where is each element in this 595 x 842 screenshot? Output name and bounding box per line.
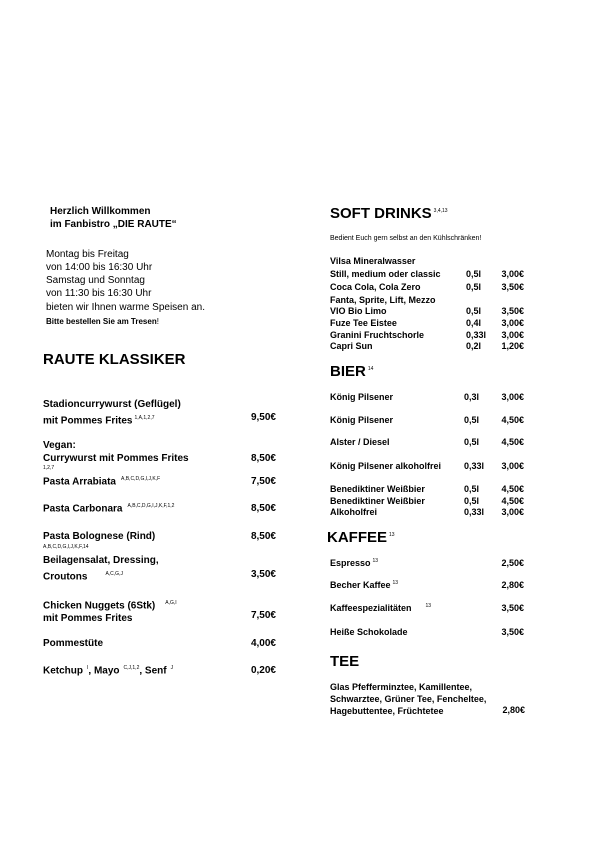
menu-item-name: Stadioncurrywurst (Geflügel) [43, 399, 181, 410]
drink-name: König Pilsener [330, 392, 394, 402]
menu-item-name: Beilagensalat, Dressing, [43, 555, 159, 566]
menu-item-name-2: Currywurst mit Pommes Frites [43, 452, 189, 464]
drink-size: 0,5l [464, 496, 480, 506]
drink-price: 4,50€ [501, 484, 524, 494]
drink-size: 0,5l [464, 484, 480, 494]
drink-price: 3,00€ [501, 461, 524, 471]
welcome-line-1: Herzlich Willkommen [50, 206, 151, 217]
drink-price: 2,50€ [501, 558, 524, 568]
drink-price: 3,00€ [501, 330, 524, 340]
mayo-label: , Mayo [88, 665, 120, 677]
menu-item-price: 7,50€ [250, 610, 276, 621]
drink-price: 1,20€ [501, 341, 524, 351]
drink-size: 0,33l [464, 461, 485, 471]
klassiker-heading: RAUTE KLASSIKER [43, 351, 186, 368]
drink-name: Benediktiner Weißbier [330, 496, 425, 506]
soft-drinks-heading: SOFT DRINKS $^{3,4,13}$ [330, 205, 448, 222]
allergen-codes: 1,A,1,2,7 [134, 414, 155, 421]
menu-item [43, 440, 189, 465]
drink-name: Fuze Tee Eistee [330, 318, 397, 328]
menu-item [43, 503, 174, 514]
kaffee-heading: KAFFEE $^{13}$ [327, 529, 395, 546]
drink-price: 4,50€ [501, 496, 524, 506]
menu-item [43, 555, 159, 583]
drink-size: 0,5l [466, 306, 482, 316]
hours-line-5: bieten wir Ihnen warme Speisen an. [46, 302, 205, 313]
senf-label: , Senf [139, 665, 167, 677]
drink-price: 3,00€ [501, 507, 524, 517]
drink-price: 4,50€ [501, 415, 524, 425]
drink-size: 0,2l [466, 341, 482, 351]
menu-item-name-2: mit Pommes Frites [43, 612, 133, 624]
drink-price: 3,50€ [501, 282, 524, 292]
drink-price: 3,50€ [501, 306, 524, 316]
allergen-codes: A,C,G,J [105, 570, 123, 577]
menu-item [43, 476, 160, 487]
drink-size: 0,5l [464, 437, 480, 447]
drink-size: 0,33l [464, 507, 485, 517]
drink-size: 0,33l [466, 330, 487, 340]
ketchup-label: Ketchup [43, 665, 83, 677]
drink-name: Vilsa Mineralwasser [330, 256, 416, 266]
drink-name: Benediktiner Weißbier [330, 484, 425, 494]
menu-item-price: 0,20€ [250, 665, 276, 676]
menu-item-name: Vegan: [43, 440, 76, 451]
menu-item-name-2: Croutons $^{A,C,G,J}$ [43, 570, 123, 582]
drink-price: 3,50€ [501, 603, 524, 613]
drink-price: 3,00€ [501, 318, 524, 328]
menu-item [43, 399, 181, 427]
drink-size: 0,5l [464, 415, 480, 425]
drink-name: König Pilsener alkoholfrei [330, 461, 442, 471]
hours-line-3: Samstag und Sonntag [46, 275, 145, 286]
menu-item [43, 597, 177, 625]
menu-item-name: Pasta Carbonara [43, 503, 123, 515]
self-service-note: Bedient Euch gern selbst an den Kühlschränken! [330, 235, 482, 242]
allergen-codes: A,B,C,D,G,I,J,K,F,1,2 [127, 503, 175, 509]
drink-name: Capri Sun [330, 341, 373, 351]
drink-size: 0,3l [464, 392, 480, 402]
drink-size: 0,5l [466, 282, 482, 292]
order-note-end: ! [156, 317, 159, 326]
allergen-codes: A,G,I [165, 600, 177, 606]
drink-size: 0,4l [466, 318, 482, 328]
drink-name: Kaffeespezialitäten $^{13}$ [330, 603, 432, 613]
hours-line-4: von 11:30 bis 16:30 Uhr [46, 288, 152, 299]
tee-line-3: Hagebuttentee, Früchtetee [330, 706, 444, 716]
tee-line-1: Glas Pfefferminztee, Kamillentee, [330, 682, 473, 692]
drink-name: Alster / Diesel [330, 437, 390, 447]
order-note-text: Bitte bestellen Sie am Tresen [46, 317, 157, 326]
tee-description [330, 681, 486, 717]
menu-item-name-2: mit Pommes Frites $^{1,A,1,2,7}$ [43, 414, 155, 426]
drink-name: Alkoholfrei [330, 507, 378, 517]
order-note [46, 317, 159, 326]
menu-item-price: 4,00€ [250, 638, 276, 649]
hours-line-2: von 14:00 bis 16:30 Uhr [46, 262, 153, 273]
drink-price: 2,80€ [501, 580, 524, 590]
drink-price: 3,50€ [501, 627, 524, 637]
drink-name: Fanta, Sprite, Lift, Mezzo [330, 295, 436, 305]
tee-price: 2,80€ [502, 705, 525, 715]
drink-name: Becher Kaffee $^{13}$ [330, 580, 399, 590]
menu-item-price: 8,50€ [250, 453, 276, 464]
menu-item-name: Pasta Arrabiata [43, 476, 116, 488]
drink-name: Coca Cola, Cola Zero [330, 282, 421, 292]
drink-name: Granini Fruchtschorle [330, 330, 425, 340]
welcome-line-2: im Fanbistro „DIE RAUTE“ [50, 219, 177, 230]
drink-name: König Pilsener [330, 415, 394, 425]
drink-name: VIO Bio Limo [330, 306, 387, 316]
drink-price: 4,50€ [501, 437, 524, 447]
allergen-codes: 1,2,7 [43, 465, 55, 471]
menu-item-price: 8,50€ [250, 531, 276, 542]
menu-item: Ketchup $^I$, Mayo $^{C,J,1,2}$, Senf $^J$ [43, 665, 174, 677]
allergen-codes: A,B,C,D,G,I,J,K,F [121, 476, 161, 482]
drink-name: Espresso $^{13}$ [330, 558, 379, 568]
tee-heading: TEE [330, 653, 360, 670]
menu-item-name: Chicken Nuggets (6Stk) $^{A,G,I}$ [43, 600, 177, 612]
drink-name: Still, medium oder classic [330, 269, 441, 279]
bier-heading: BIER $^{14}$ [330, 363, 374, 380]
drink-price: 3,00€ [501, 269, 524, 279]
menu-item-price: 7,50€ [250, 476, 276, 487]
drink-name: Heiße Schokolade [330, 627, 408, 637]
menu-item-name: Pommestüte [43, 638, 104, 649]
allergen-codes: A,B,C,D,G,I,J,K,F,14 [43, 544, 89, 550]
menu-item-price: 3,50€ [250, 569, 276, 580]
menu-item-name: Pasta Bolognese (Rind) [43, 531, 156, 542]
tee-line-2: Schwarztee, Grüner Tee, Fencheltee, [330, 694, 487, 704]
drink-price: 3,00€ [501, 392, 524, 402]
menu-item-price: 9,50€ [250, 412, 276, 423]
hours-line-1: Montag bis Freitag [46, 249, 129, 260]
drink-size: 0,5l [466, 269, 482, 279]
menu-item-price: 8,50€ [250, 503, 276, 514]
